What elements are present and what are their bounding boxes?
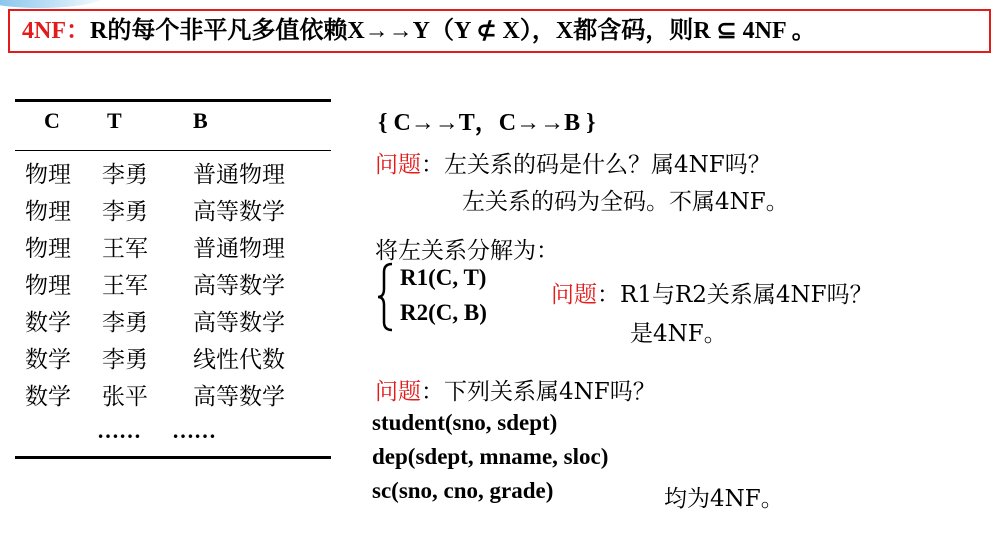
table-header-c: C: [44, 108, 60, 133]
table-cell: 高等数学: [193, 310, 285, 336]
table-header-b: B: [193, 108, 208, 133]
answer-2: 是4NF。: [630, 321, 727, 347]
table-cell: 高等数学: [193, 199, 285, 225]
table-cell: 数学: [25, 347, 71, 373]
answer-3: 均为4NF。: [664, 486, 784, 512]
table-cell: 普通物理: [193, 162, 285, 188]
relation-student: student(sno, sdept): [372, 410, 558, 435]
relation-sc: sc(sno, cno, grade): [372, 478, 554, 503]
mvd-set: { C→→T，C→→B }: [378, 110, 596, 136]
table-cell: 李勇: [102, 199, 148, 225]
table-cell: 王军: [102, 236, 148, 262]
table-header-t: T: [107, 108, 122, 133]
question-label: 问题: [551, 282, 597, 308]
table-cell: 物理: [25, 236, 71, 262]
answer-1: 左关系的码为全码。不属4NF。: [462, 189, 789, 215]
table-header-rule: [15, 150, 331, 151]
relation-dep: dep(sdept, mname, sloc): [372, 444, 609, 469]
table-ellipsis: ……: [172, 418, 216, 443]
question-3: [375, 373, 656, 406]
question-2: [551, 276, 873, 309]
table-cell: 王军: [102, 273, 148, 299]
table-ellipsis: ……: [97, 418, 141, 443]
corner-decoration: [0, 0, 110, 8]
table-cell: 高等数学: [193, 384, 285, 410]
question-text: ：左关系的码是什么？属4NF吗？: [421, 152, 771, 178]
definition-text: R的每个非平凡多值依赖X→→Y（Y ⊄ X），X都含码，则R ⊆ 4NF 。: [90, 18, 816, 44]
table-cell: 数学: [25, 384, 71, 410]
relation-r1: R1(C, T): [400, 265, 487, 290]
relation-r2: R2(C, B): [400, 300, 487, 325]
definition-colon: ：: [66, 18, 90, 44]
question-text: ：R1与R2关系属4NF吗？: [597, 282, 873, 308]
table-cell: 张平: [102, 384, 148, 410]
question-label: 问题: [375, 152, 421, 178]
question-label: 问题: [375, 379, 421, 405]
table-cell: 高等数学: [193, 273, 285, 299]
question-1: [375, 146, 771, 179]
left-brace-icon: [376, 262, 394, 332]
table-cell: 普通物理: [193, 236, 285, 262]
table-bottom-rule: [15, 456, 331, 459]
table-cell: 数学: [25, 310, 71, 336]
table-cell: 物理: [25, 199, 71, 225]
table-cell: 物理: [25, 273, 71, 299]
table-cell: 李勇: [102, 310, 148, 336]
question-text: ：下列关系属4NF吗？: [421, 379, 656, 405]
table-cell: 物理: [25, 162, 71, 188]
table-cell: 李勇: [102, 162, 148, 188]
table-top-rule: [15, 99, 331, 102]
table-cell: 线性代数: [193, 347, 285, 373]
table-cell: 李勇: [102, 347, 148, 373]
definition-box: [8, 9, 991, 53]
decompose-intro: 将左关系分解为：: [375, 238, 559, 264]
definition-label: 4NF: [22, 18, 66, 44]
